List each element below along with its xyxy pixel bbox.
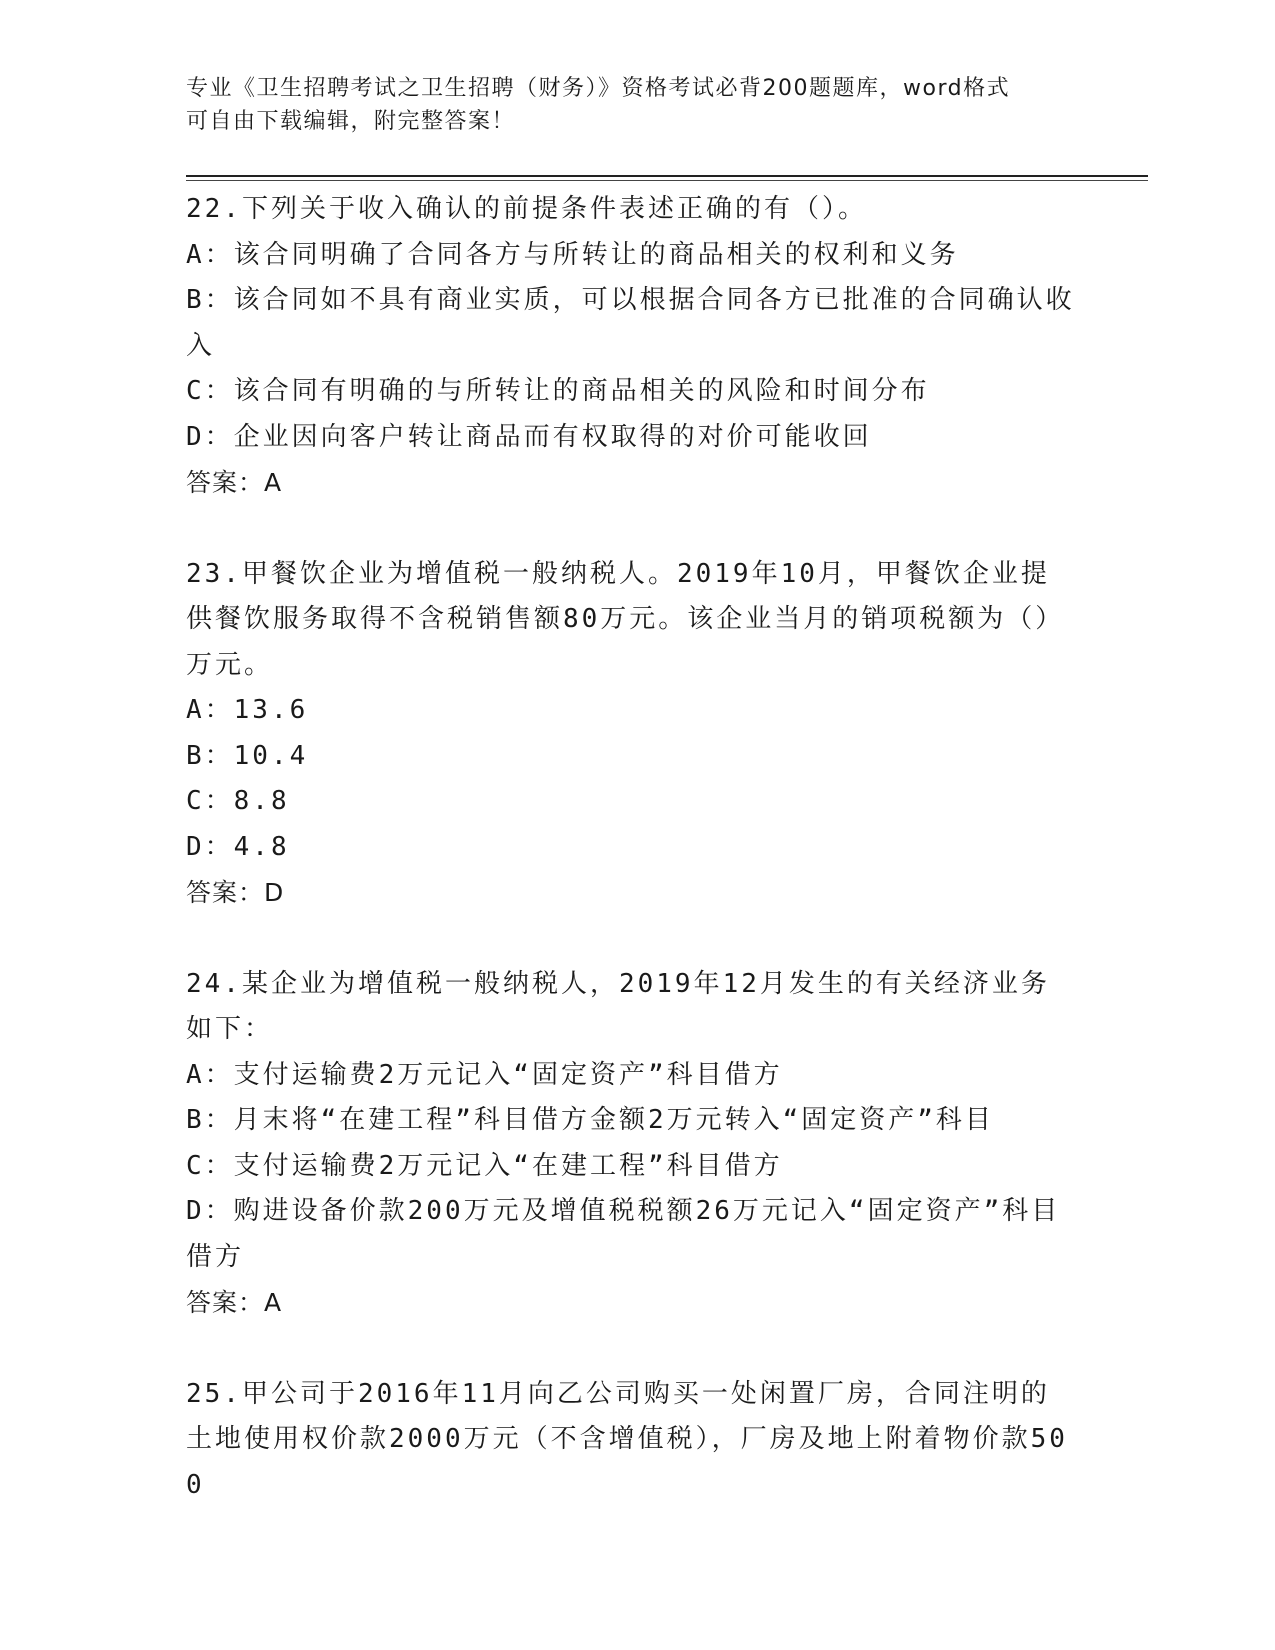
option-d: D：企业因向客户转让商品而有权取得的对价可能收回 xyxy=(186,421,872,452)
answer-label: 答案：D xyxy=(186,878,285,907)
header-line-1: 专业《卫生招聘考试之卫生招聘（财务）》资格考试必背200题题库，word格式 xyxy=(186,76,1011,101)
option-c: C：该合同有明确的与所转让的商品相关的风险和时间分布 xyxy=(186,376,930,406)
answer-label: 答案：A xyxy=(186,1288,283,1317)
option-b: B：该合同如不具有商业实质，可以根据合同各方已批准的合同确认收入 xyxy=(186,285,1075,361)
header-line-2: 可自由下载编辑，附完整答案！ xyxy=(186,109,516,134)
option-b: B：月末将“在建工程”科目借方金额2万元转入“固定资产”科目 xyxy=(186,1105,994,1135)
question-list xyxy=(186,187,1076,1554)
answer-label: 答案：A xyxy=(186,468,283,497)
option-a: A：该合同明确了合同各方与所转让的商品相关的权利和义务 xyxy=(186,239,959,270)
option-b: B：10.4 xyxy=(186,740,309,771)
header-divider-thick xyxy=(186,175,1148,177)
header-divider-thin xyxy=(186,180,1148,181)
option-d: D：购进设备价款200万元及增值税税额26万元记入“固定资产”科目借方 xyxy=(186,1196,1061,1272)
option-a: A：支付运输费2万元记入“固定资产”科目借方 xyxy=(186,1059,783,1090)
option-d: D：4.8 xyxy=(186,831,290,862)
question-text: 23.甲餐饮企业为增值税一般纳税人。2019年10月，甲餐饮企业提供餐饮服务取得不含税销售额80万元。该企业当月的销项税额为（）万元。 xyxy=(186,558,1065,680)
document-header xyxy=(186,72,1066,138)
question-24 xyxy=(186,962,1076,1326)
question-23 xyxy=(186,552,1076,916)
question-text: 24.某企业为增值税一般纳税人，2019年12月发生的有关经济业务如下： xyxy=(186,968,1050,1044)
question-22 xyxy=(186,187,1076,506)
question-text: 22.下列关于收入确认的前提条件表述正确的有（）。 xyxy=(186,194,867,224)
option-a: A：13.6 xyxy=(186,695,309,725)
question-text: 25.甲公司于2016年11月向乙公司购买一处闲置厂房，合同注明的土地使用权价款2000万元（不含增值税），厂房及地上附着物价款500 xyxy=(186,1378,1068,1500)
option-c: C：8.8 xyxy=(186,786,290,816)
option-c: C：支付运输费2万元记入“在建工程”科目借方 xyxy=(186,1150,783,1181)
question-25 xyxy=(186,1372,1076,1509)
